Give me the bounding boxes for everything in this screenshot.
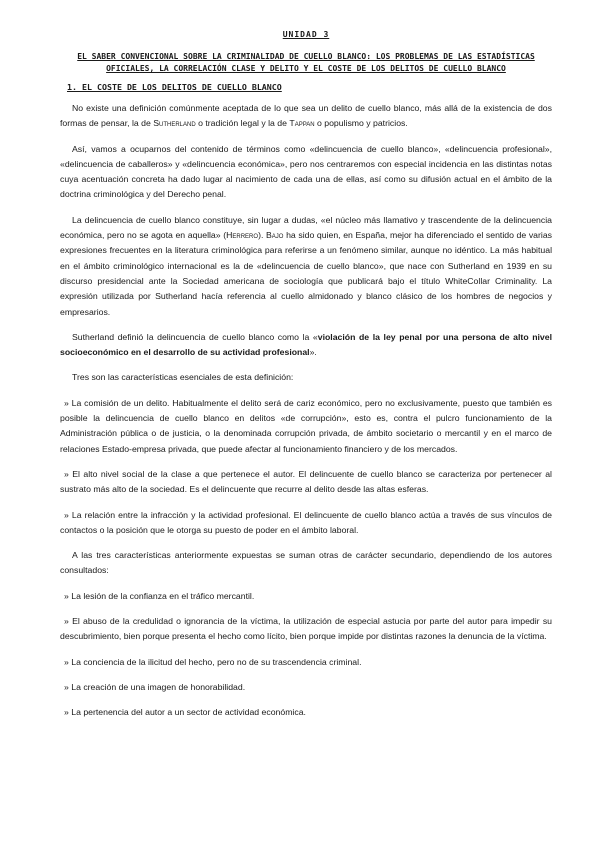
definition-highlight: violación de la ley penal por una persona de alto nivel socioeconómico en el desarrollo de su actividad profesional bbox=[60, 331, 553, 358]
author-name: Sutherland bbox=[153, 118, 196, 129]
list-item: » La conciencia de la ilicitud del hecho, pero no de su trascendencia criminal. bbox=[64, 656, 362, 667]
paragraph-text: La delincuencia de cuello blanco constituye, sin lugar a dudas, «el núcleo más llamativo y trascendente de la delincuencia económica, pero no se agota en aquella» ( bbox=[60, 214, 552, 241]
author-name: Tappan bbox=[289, 118, 315, 129]
paragraph-text: ha sido quien, en España, mejor ha diferenciado el sentido de varias expresiones frecuentes en la literatura criminológica para referirse a un fenómeno similar, aunque no idéntico. La más habitual en el ámbito criminológico internacional es la de «delincuencia de cuello blanco», que nace con Sutherland en 1939 en su discurso presidencial ante la Sociedad americana de sociología que publicará bajo el título WhiteCollar Criminality. La expresión utilizada por Sutherland hacía referencia al cuello almidonado y blanco clásico de los hombres de negocios y empresarios. bbox=[60, 230, 552, 317]
list-item: » La pertenencia del autor a un sector de actividad económica. bbox=[64, 707, 306, 718]
list-item: » La lesión de la confianza en el tráfico mercantil. bbox=[64, 590, 255, 601]
list-item: » La comisión de un delito. Habitualmente el delito será de cariz económico, pero no exclusivamente, puesto que también es posible la delincuencia de cuello blanco en delitos «de corrupción», esto es, contra el pulcro funcionamiento de la Administración pública o de justicia, o la denominada corrupción privada, de ámbito societario o mercantil y en el marco de relaciones Estado-empresa privada, que puede afectar al funcionamiento financiero y de los mercados. bbox=[60, 397, 552, 454]
paragraph-definition bbox=[60, 101, 552, 132]
paragraph-sutherland-definition bbox=[60, 330, 552, 361]
page-title: EL SABER CONVENCIONAL SOBRE LA CRIMINALIDAD DE CUELLO BLANCO: LOS PROBLEMAS DE LAS ESTADÍSTICAS OFICIALES, LA CORRELACIÓN CLASE Y DELITO Y EL COSTE DE LOS DELITOS DE CUELLO BLANCO bbox=[77, 52, 535, 73]
author-name: Herrero bbox=[226, 230, 259, 241]
paragraph-text: o tradición legal y la de bbox=[195, 118, 290, 129]
paragraph-text: No existe una definición comúnmente aceptada de lo que sea un delito de cuello blanco, más allá de la existencia de dos formas de pensar, la de bbox=[60, 103, 552, 129]
list-item: » El alto nivel social de la clase a que pertenece el autor. El delincuente de cuello blanco se caracteriza por pertenecer al sustrato más alto de la sociedad. Es el delincuente que recurre al delito desde las altas esferas. bbox=[60, 468, 552, 495]
paragraph-text: ). bbox=[258, 230, 266, 241]
list-item: » La relación entre la infracción y la actividad profesional. El delincuente de cuello blanco actúa a través de sus vínculos de contactos o la posición que le otorga su puesto de poder en el ámbito laboral. bbox=[60, 509, 552, 535]
section-heading: 1. EL COSTE DE LOS DELITOS DE CUELLO BLANCO bbox=[67, 82, 282, 92]
paragraph-text: o populismo y patricios. bbox=[314, 118, 408, 129]
paragraph-characteristics-intro: Tres son las características esenciales de esta definición: bbox=[72, 372, 294, 383]
paragraph-terms: Así, vamos a ocuparnos del contenido de términos como «delincuencia de cuello blanco», «delincuencia profesional», «delincuencia de caballeros» y «delincuencia económica», pero nos centraremos con especial incidencia en las distintas notas cuya acentuación concreta ha dado lugar al nacimiento de cada una de ellas, así como su difusión actual en el ámbito de la doctrina criminológica y del Derecho penal. bbox=[60, 143, 552, 200]
unit-heading: UNIDAD 3 bbox=[282, 30, 330, 39]
list-item: » La creación de una imagen de honorabilidad. bbox=[64, 681, 246, 692]
paragraph-secondary-intro: A las tres características anteriormente expuestas se suman otras de carácter secundario, dependiendo de los autores consultados: bbox=[60, 550, 552, 576]
paragraph-text: Sutherland definió la delincuencia de cuello blanco como la « bbox=[72, 331, 318, 342]
list-item: » El abuso de la credulidad o ignorancia de la víctima, la utilización de especial astucia por parte del autor para impedir su descubrimiento, bien porque presenta el hecho como lícito, bien porque impide por distintas razones la denuncia de la víctima. bbox=[60, 616, 552, 642]
author-name: Bajo bbox=[266, 230, 284, 241]
paragraph-economic-crime bbox=[60, 213, 552, 320]
paragraph-text: ». bbox=[309, 347, 317, 358]
